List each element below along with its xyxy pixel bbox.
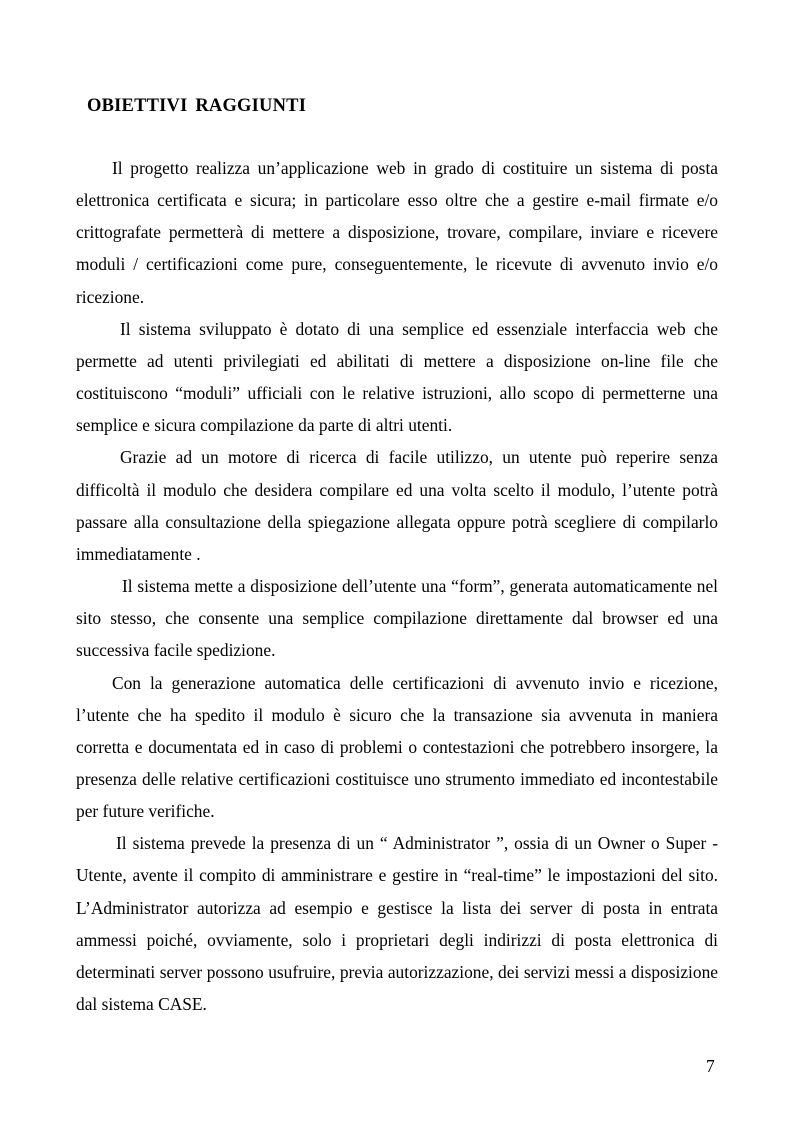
section-heading: OBIETTIVI RAGGIUNTI <box>87 96 307 116</box>
paragraph-4: Il sistema mette a disposizione dell’utente una “form”, generata automaticamente nel sito stesso, che consente una semplice compilazione direttamente dal browser ed una successiva facile spedizione. <box>76 576 718 661</box>
paragraph-3: Grazie ad un motore di ricerca di facile utilizzo, un utente può reperire senza difficoltà il modulo che desidera compilare ed una volta scelto il modulo, l’utente potrà passare alla consultazione della spiegazione allegata oppure potrà scegliere di compilarlo immediatamente . <box>76 447 718 564</box>
page-number: 7 <box>706 1056 715 1076</box>
body-text <box>76 152 718 1020</box>
paragraph-5: Con la generazione automatica delle certificazioni di avvenuto invio e ricezione, l’utente che ha spedito il modulo è sicuro che la transazione sia avvenuta in maniera corretta e documentata ed in caso di problemi o contestazioni che potrebbero insorgere, la presenza delle relative certificazioni costituisce uno strumento immediato ed incontestabile per future verifiche. <box>76 672 718 822</box>
paragraph-1: Il progetto realizza un’applicazione web in grado di costituire un sistema di posta elettronica certificata e sicura; in particolare esso oltre che a gestire e-mail firmate e/o crittografate permetterà di mettere a disposizione, trovare, compilare, inviare e ricevere moduli / certificazioni come pure, conseguentemente, le ricevute di avvenuto invio e/o ricezione. <box>76 158 718 307</box>
paragraph-2: Il sistema sviluppato è dotato di una semplice ed essenziale interfaccia web che permette ad utenti privilegiati ed abilitati di mettere a disposizione on-line file che costituiscono “moduli” ufficiali con le relative istruzioni, allo scopo di permetterne una semplice e sicura compilazione da parte di altri utenti. <box>76 318 718 436</box>
paragraph-6: Il sistema prevede la presenza di un “ Administrator ”, ossia di un Owner o Super -Utente, avente il compito di amministrare e gestire in “real-time” le impostazioni del sito. L’Administrator autorizza ad esempio e gestisce la lista dei server di posta in entrata ammessi poiché, ovviamente, solo i proprietari degli indirizzi di posta elettronica di determinati server possono usufruire, previa autorizzazione, dei servizi messi a disposizione dal sistema CASE. <box>76 833 718 1015</box>
